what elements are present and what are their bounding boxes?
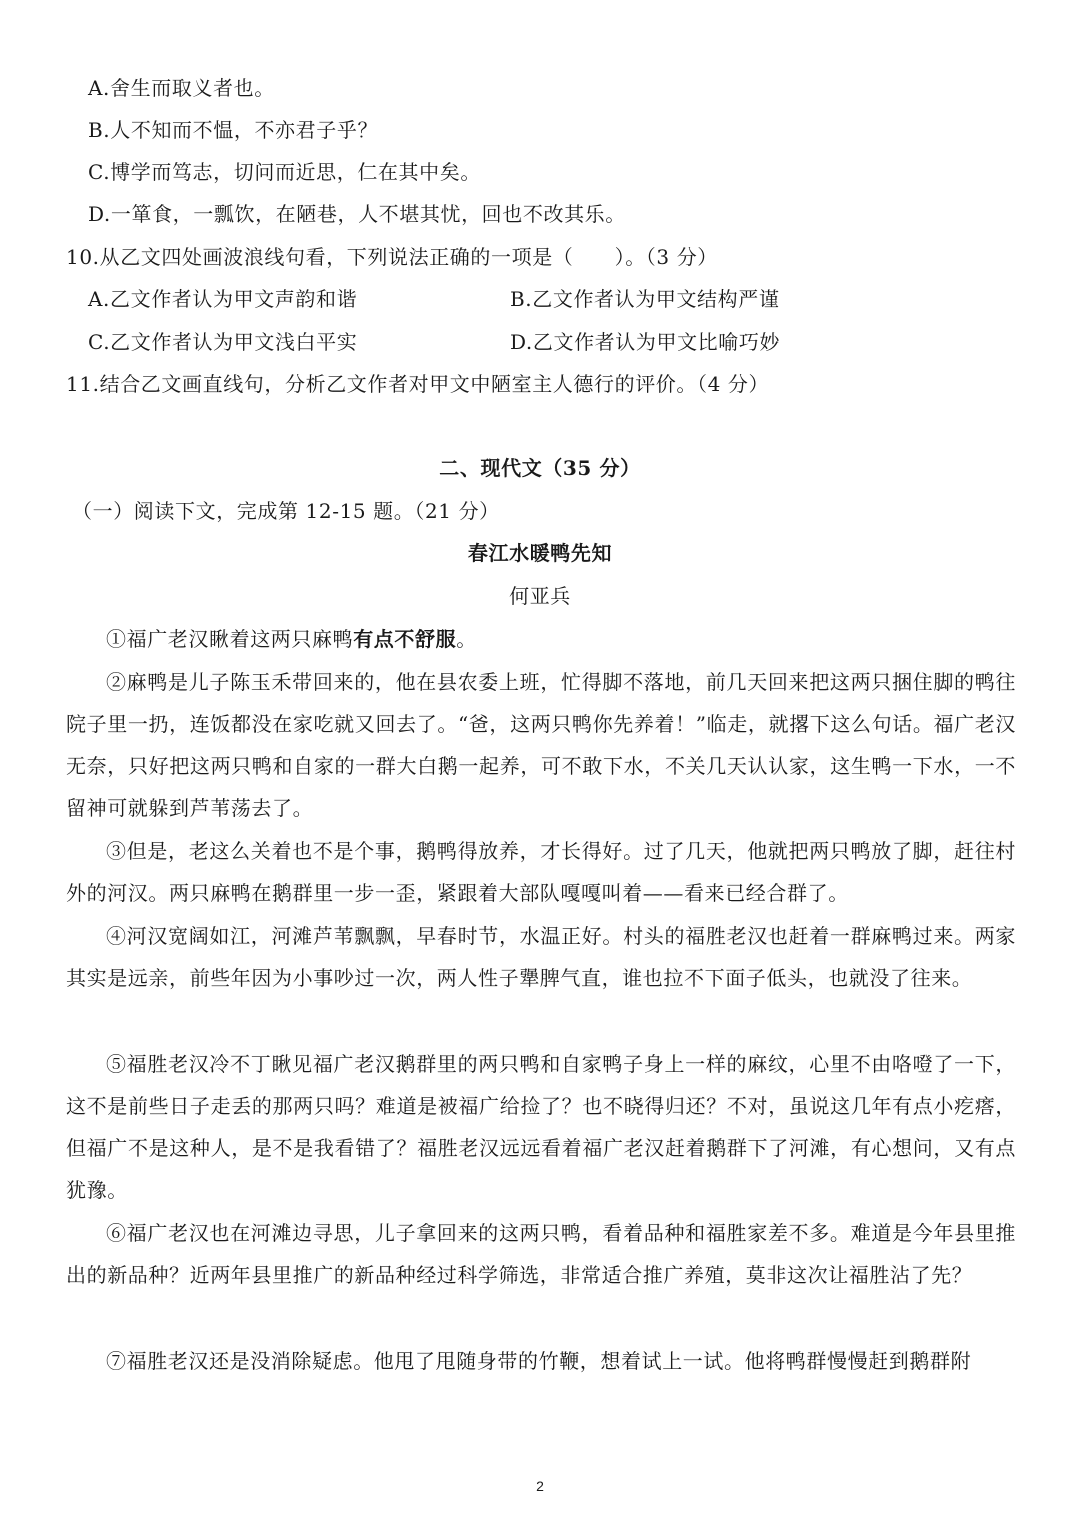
q9-option-b: B.人不知而不愠，不亦君子乎？ [88, 118, 379, 142]
q10-option-c: C.乙文作者认为甲文浅白平实 [88, 330, 358, 354]
article-paragraph-7: ⑦福胜老汉还是没消除疑虑。他甩了甩随身带的竹鞭，想着试上一试。他将鸭群慢慢赶到鹅群附 [106, 1349, 972, 1373]
q9-option-c: C.博学而笃志，切问而近思，仁在其中矣。 [88, 160, 481, 184]
article-author: 何亚兵 [509, 584, 571, 608]
q11-stem: 11.结合乙文画直线句，分析乙文作者对甲文中陋室主人德行的评价。（4 分） [66, 372, 770, 396]
article-paragraph-3: ③但是，老这么关着也不是个事，鹅鸭得放养，才长得好。过了几天，他就把两只鸭放了脚，赶往村外的河汉。两只麻鸭在鹅群里一步一歪，紧跟着大部队嘎嘎叫着——看来已经合群了。 [66, 839, 1016, 905]
q10-stem: 10.从乙文四处画波浪线句看，下列说法正确的一项是（ ）。（3 分） [66, 245, 718, 269]
q10-option-b: B.乙文作者认为甲文结构严谨 [510, 287, 780, 311]
section-heading: 二、现代文（35 分） [439, 456, 641, 480]
article-title: 春江水暖鸭先知 [467, 541, 613, 565]
page-number: 2 [536, 1478, 544, 1494]
paragraph-1-end: 。 [456, 627, 477, 651]
article-paragraph-6: ⑥福广老汉也在河滩边寻思，儿子拿回来的这两只鸭，看着品种和福胜家差不多。难道是今年县里推出的新品种？近两年县里推广的新品种经过科学筛选，非常适合推广养殖，莫非这次让福胜沾了先？ [66, 1221, 1016, 1287]
q10-option-a: A.乙文作者认为甲文声韵和谐 [88, 287, 358, 311]
q9-option-a: A.舍生而取义者也。 [88, 76, 275, 100]
paragraph-1-emphasis: 有点不舒服 [353, 627, 457, 651]
paragraph-1-lead: ①福广老汉瞅着这两只麻鸭 [106, 627, 354, 651]
q10-option-d: D.乙文作者认为甲文比喻巧妙 [510, 330, 781, 354]
article-paragraph-1 [66, 618, 1016, 660]
article-paragraph-2: ②麻鸭是儿子陈玉禾带回来的，他在县农委上班，忙得脚不落地，前几天回来把这两只捆住脚的鸭往院子里一扔，连饭都没在家吃就又回去了。“爸，这两只鸭你先养着！”临走，就撂下这么句话。福广老汉无奈，只好把这两只鸭和自家的一群大白鹅一起养，可不敢下水，不关几天认认家，这生鸭一下水，一不留神可就躲到芦苇荡去了。 [66, 670, 1016, 820]
q9-option-d: D.一箪食，一瓢饮，在陋巷，人不堪其忧，回也不改其乐。 [88, 202, 626, 226]
article-paragraph-5: ⑤福胜老汉冷不丁瞅见福广老汉鹅群里的两只鸭和自家鸭子身上一样的麻纹，心里不由咯噔了一下，这不是前些日子走丢的那两只吗？难道是被福广给捡了？也不晓得归还？不对，虽说这几年有点小疙瘩，但福广不是这种人，是不是我看错了？福胜老汉远远看着福广老汉赶着鹅群下了河滩，有心想问，又有点犹豫。 [66, 1052, 1016, 1202]
article-paragraph-4: ④河汉宽阔如江，河滩芦苇飘飘，早春时节，水温正好。村头的福胜老汉也赶着一群麻鸭过来。两家其实是远亲，前些年因为小事吵过一次，两人性子犟脾气直，谁也拉不下面子低头，也就没了往来。 [66, 924, 1016, 990]
section-instruction: （一）阅读下文，完成第 12-15 题。（21 分） [72, 499, 500, 523]
